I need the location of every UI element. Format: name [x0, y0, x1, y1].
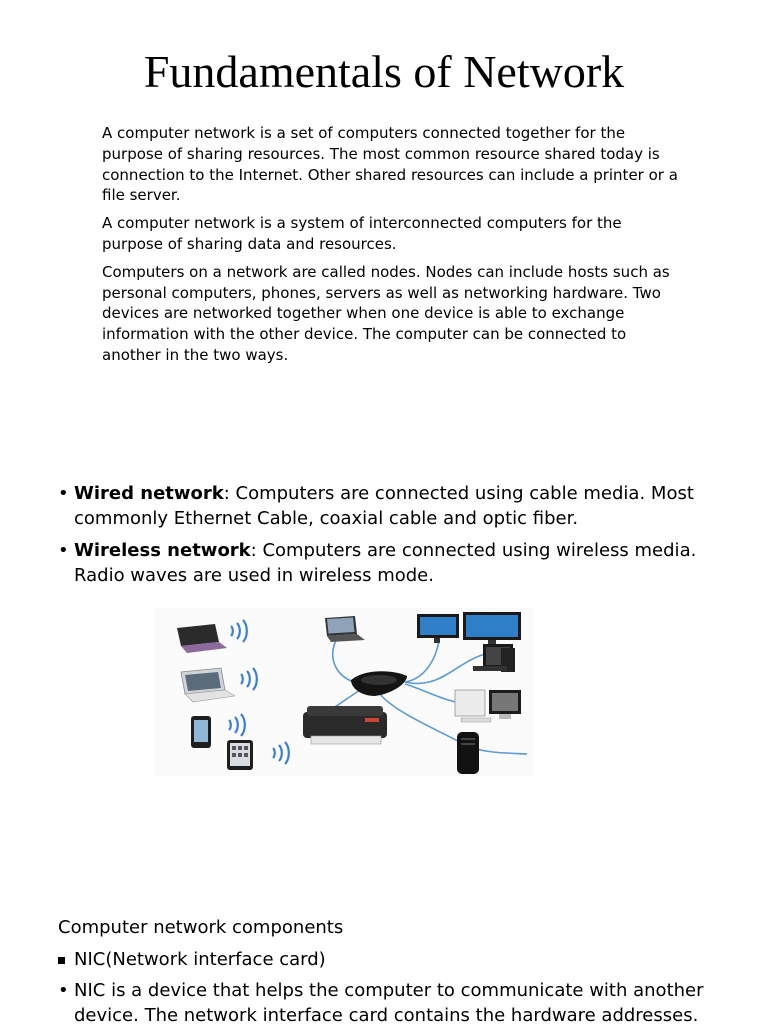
bullet-icon: •	[58, 980, 69, 1001]
term-label: Wireless network	[74, 540, 251, 561]
network-illustration	[155, 608, 533, 776]
list-item-label: NIC(Network interface card)	[74, 948, 326, 970]
desktop-pc-icon	[473, 644, 515, 672]
network-types-list	[58, 482, 738, 596]
modem-icon	[457, 732, 479, 774]
list-item-nic	[58, 948, 748, 973]
network-diagram-image	[155, 608, 533, 776]
square-bullet-icon	[58, 957, 65, 964]
intro-paragraph: A computer network is a set of computers connected together for the purpose of sharing resources. The most common resource shared today is connection to the Internet. Other shared resources can include a printer or a file server.	[102, 124, 678, 205]
section-heading: Computer network components	[58, 917, 344, 938]
term-label: Wired network	[74, 483, 224, 504]
monitor-icon	[417, 612, 521, 645]
term-description: : Computers are connected using wireless media. Radio waves are used in wireless mode.	[74, 540, 697, 586]
intro-paragraph: A computer network is a system of interconnected computers for the purpose of sharing data and resources.	[102, 214, 622, 253]
term-description: : Computers are connected using cable media. Most commonly Ethernet Cable, coaxial cable and optic fiber.	[74, 483, 694, 529]
list-item-nic-description	[58, 979, 748, 1028]
components-section	[58, 916, 748, 1035]
phone-icon	[191, 716, 211, 748]
list-item-wired	[58, 482, 738, 531]
desktop-pc-icon	[455, 690, 521, 722]
bullet-icon: •	[58, 540, 69, 561]
bullet-icon: •	[58, 483, 69, 504]
intro-paragraph: Computers on a network are called nodes. Nodes can include hosts such as personal computers, phones, servers as well as networking hardware. Two devices are networked together when one device is able to exchange information with the other device. The computer can be connected to another in the two ways.	[102, 262, 670, 364]
laptop-icon	[181, 668, 235, 702]
laptop-icon	[325, 616, 365, 642]
list-item-wireless	[58, 539, 738, 588]
list-item-text: NIC is a device that helps the computer to communicate with another device. The network interface card contains the hardware addresses.	[74, 980, 704, 1026]
printer-icon	[303, 706, 387, 744]
router-icon	[351, 671, 407, 696]
page-title: Fundamentals of Network	[143, 46, 625, 97]
laptop-icon	[177, 624, 227, 653]
tablet-icon	[227, 740, 253, 770]
intro-text	[102, 123, 682, 373]
